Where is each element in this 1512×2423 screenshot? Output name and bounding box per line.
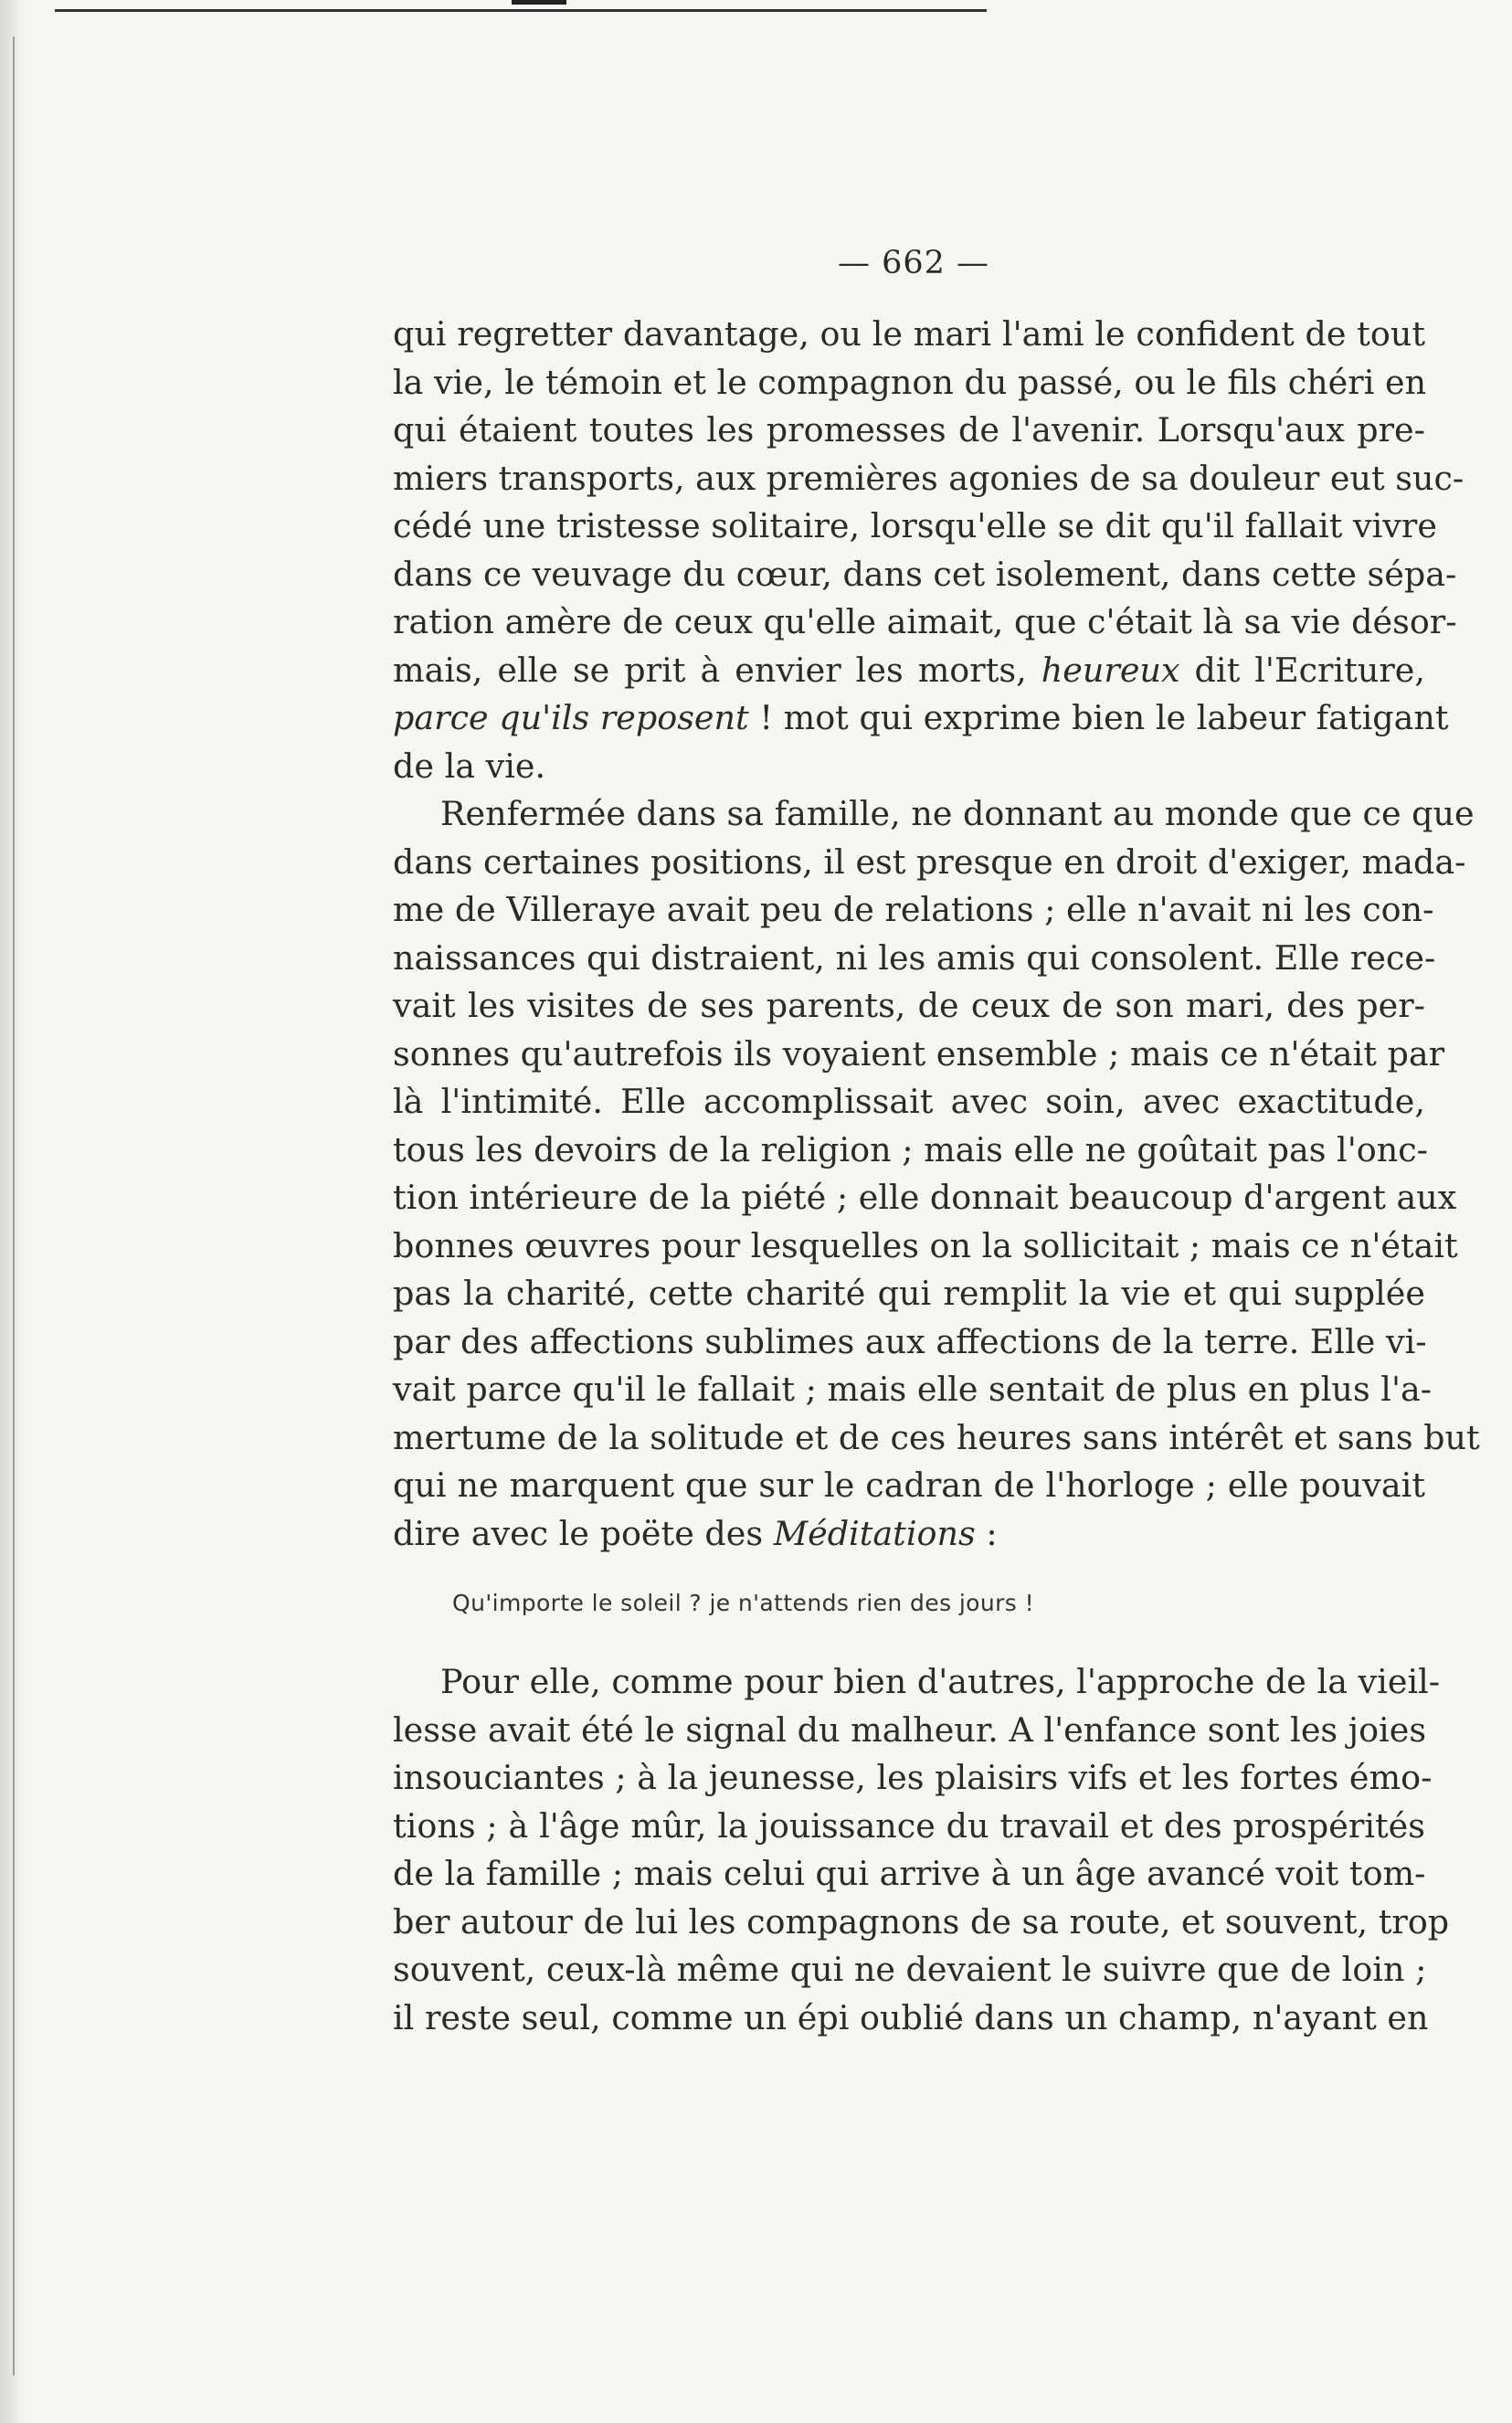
text-line: Pour elle, comme pour bien d'autres, l'approche de la vieil- <box>440 1662 1441 1701</box>
text-line: qui regretter davantage, ou le mari l'ami le confident de tout <box>393 314 1425 354</box>
text-line: tous les devoirs de la religion ; mais elle ne goûtait pas l'onc- <box>393 1129 1429 1169</box>
text-line: mertume de la solitude et de ces heures sans intérêt et sans but <box>393 1417 1480 1457</box>
italic-phrase: parce qu'ils reposent <box>393 698 749 737</box>
text-line-with-italic <box>393 694 1449 743</box>
text-line: vait les visites de ses parents, de ceux de son mari, des per- <box>393 986 1425 1025</box>
text-line: il reste seul, comme un épi oublié dans un champ, n'ayant en <box>393 1997 1429 2037</box>
text-line: qui ne marquent que sur le cadran de l'horloge ; elle pouvait <box>393 1465 1425 1505</box>
top-rule-mark <box>512 0 566 5</box>
text-line: me de Villeraye avait peu de relations ; elle n'avait ni les con- <box>393 890 1434 929</box>
text-line: qui étaient toutes les promesses de l'avenir. Lorsqu'aux pre- <box>393 410 1425 450</box>
text-line: dans ce veuvage du cœur, dans cet isolement, dans cette sépa- <box>393 554 1457 594</box>
paragraph-2 <box>393 790 1480 1558</box>
text-line: par des affections sublimes aux affections de la terre. Elle vi- <box>393 1321 1427 1361</box>
text-line: dans certaines positions, il est presque en droit d'exiger, mada- <box>393 841 1466 882</box>
verse-quote: Qu'importe le soleil ? je n'attends rien des jours ! <box>452 1590 1034 1616</box>
text-line: naissances qui distraient, ni les amis qui consolent. Elle rece- <box>393 937 1436 978</box>
text-line: pas la charité, cette charité qui remplit la vie et qui supplée <box>393 1274 1425 1313</box>
line-head: mais, elle se prit à envier les morts, <box>393 650 1027 690</box>
top-rule <box>55 9 987 12</box>
text-line: tions ; à l'âge mûr, la jouissance du travail et des prospérités <box>393 1805 1425 1846</box>
text-line-with-italic <box>393 1510 1425 1559</box>
text-line: miers transports, aux premières agonies de sa douleur eut suc- <box>393 458 1464 498</box>
text-line: ber autour de lui les compagnons de sa route, et souvent, trop <box>393 1901 1450 1942</box>
page-number: — 662 — <box>837 245 990 281</box>
text-line: souvent, ceux-là même qui ne devaient le suivre que de loin ; <box>393 1950 1427 1989</box>
text-line: ration amère de ceux qu'elle aimait, que c'était là sa vie désor- <box>393 602 1457 641</box>
text-line-with-italic <box>393 647 1425 695</box>
line-head: dire avec le poëte des <box>393 1513 764 1553</box>
paragraph-3 <box>393 1658 1450 2042</box>
line-tail: ! mot qui exprime bien le labeur fatigant <box>759 698 1449 737</box>
italic-word: heureux <box>1041 650 1180 690</box>
text-line: insouciantes ; à la jeunesse, les plaisirs vifs et les fortes émo- <box>393 1758 1433 1797</box>
text-line: de la famille ; mais celui qui arrive à un âge avancé voit tom- <box>393 1854 1426 1893</box>
line-tail: : <box>986 1513 998 1553</box>
text-line: la vie, le témoin et le compagnon du passé, ou le fils chéri en <box>393 362 1427 402</box>
text-line: sonnes qu'autrefois ils voyaient ensemble ; mais ce n'était par <box>393 1033 1445 1074</box>
text-line: là l'intimité. Elle accomplissait avec soin, avec exactitude, <box>393 1082 1425 1121</box>
line-tail: dit l'Ecriture, <box>1194 650 1425 690</box>
text-line: de la vie. <box>393 746 546 786</box>
italic-title: Méditations <box>773 1513 976 1553</box>
text-line: cédé une tristesse solitaire, lorsqu'elle se dit qu'il fallait vivre <box>393 506 1437 545</box>
text-line: vait parce qu'il le fallait ; mais elle sentait de plus en plus l'a- <box>393 1370 1433 1409</box>
paragraph-1 <box>393 311 1464 790</box>
text-line: tion intérieure de la piété ; elle donnait beaucoup d'argent aux <box>393 1178 1457 1217</box>
text-line: bonnes œuvres pour lesquelles on la sollicitait ; mais ce n'était <box>393 1225 1458 1265</box>
text-line: Renfermée dans sa famille, ne donnant au monde que ce que <box>440 794 1475 833</box>
binding-edge-line <box>13 37 15 2375</box>
text-line: lesse avait été le signal du malheur. A l'enfance sont les joies <box>393 1709 1427 1750</box>
